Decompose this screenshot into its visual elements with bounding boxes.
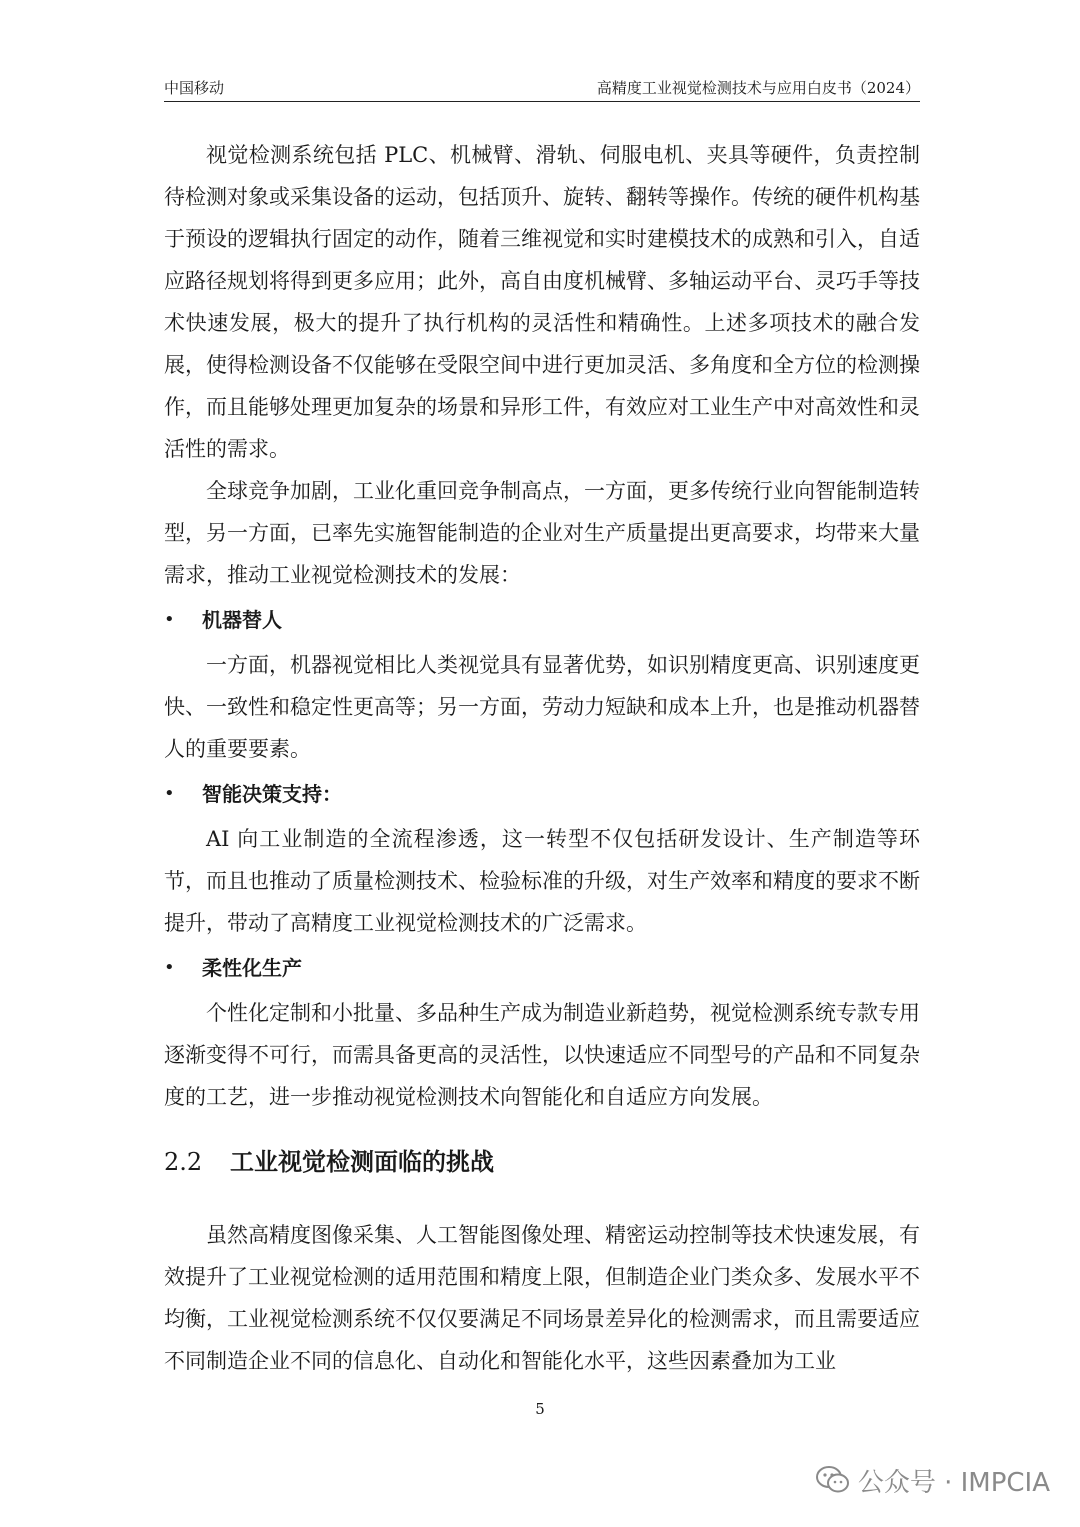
section-title: 工业视觉检测面临的挑战 xyxy=(230,1148,494,1176)
bullet-icon: • xyxy=(164,609,175,630)
paragraph-decision-support: AI 向工业制造的全流程渗透，这一转型不仅包括研发设计、生产制造等环节，而且也推动了质量检测技术、检验标准的升级，对生产效率和精度的要求不断提升，带动了高精度工业视觉检测技术的广泛需求。 xyxy=(164,827,920,935)
paragraph-flexible-production: 个性化定制和小批量、多品种生产成为制造业新趋势，视觉检测系统专款专用逐渐变得不可行，而需具备更高的灵活性，以快速适应不同型号的产品和不同复杂度的工艺，进一步推动视觉检测技术向智能化和自适应方向发展。 xyxy=(164,1001,920,1109)
page-number: 5 xyxy=(535,1400,545,1418)
header-doc-title: 高精度工业视觉检测技术与应用白皮书（2024） xyxy=(596,79,920,97)
paragraph-hardware: 视觉检测系统包括 PLC、机械臂、滑轨、伺服电机、夹具等硬件，负责控制待检测对象或采集设备的运动，包括顶升、旋转、翻转等操作。传统的硬件机构基于预设的逻辑执行固定的动作，随着三维视觉和实时建模技术的成熟和引入，自适应路径规划将得到更多应用；此外，高自由度机械臂、多轴运动平台、灵巧手等技术快速发展，极大的提升了执行机构的灵活性和精确性。上述多项技术的融合发展，使得检测设备不仅能够在受限空间中进行更加灵活、多角度和全方位的检测操作，而且能够处理更加复杂的场景和异形工件，有效应对工业生产中对高效性和灵活性的需求。 xyxy=(164,143,920,461)
paragraph-machine-replacement: 一方面，机器视觉相比人类视觉具有显著优势，如识别精度更高、识别速度更快、一致性和稳定性更高等；另一方面，劳动力短缺和成本上升，也是推动机器替人的重要要素。 xyxy=(164,653,920,761)
wechat-icon xyxy=(816,1466,850,1494)
watermark xyxy=(816,1462,1050,1498)
bullet-heading: 柔性化生产 xyxy=(202,956,302,980)
bullet-machine-replacement xyxy=(164,599,920,641)
bullet-heading: 机器替人 xyxy=(202,608,282,632)
paragraph-challenges: 虽然高精度图像采集、人工智能图像处理、精密运动控制等技术快速发展，有效提升了工业视觉检测的适用范围和精度上限，但制造企业门类众多、发展水平不均衡，工业视觉检测系统不仅仅要满足不同场景差异化的检测需求，而且需要适应不同制造企业不同的信息化、自动化和智能化水平，这些因素叠加为工业 xyxy=(164,1223,920,1373)
section-heading xyxy=(164,1140,920,1184)
bullet-icon: • xyxy=(164,783,175,804)
bullet-icon: • xyxy=(164,957,175,978)
bullet-flexible-production xyxy=(164,947,920,989)
header-org: 中国移动 xyxy=(164,79,225,97)
paragraph-competition: 全球竞争加剧，工业化重回竞争制高点，一方面，更多传统行业向智能制造转型，另一方面，已率先实施智能制造的企业对生产质量提出更高要求，均带来大量需求，推动工业视觉检测技术的发展： xyxy=(164,479,920,587)
section-number: 2.2 xyxy=(164,1148,203,1176)
document-body xyxy=(164,134,920,1382)
page-header xyxy=(164,78,920,100)
bullet-decision-support xyxy=(164,773,920,815)
bullet-heading: 智能决策支持： xyxy=(202,782,342,806)
header-divider xyxy=(164,101,920,102)
watermark-text: 公众号 · IMPCIA xyxy=(857,1467,1050,1498)
